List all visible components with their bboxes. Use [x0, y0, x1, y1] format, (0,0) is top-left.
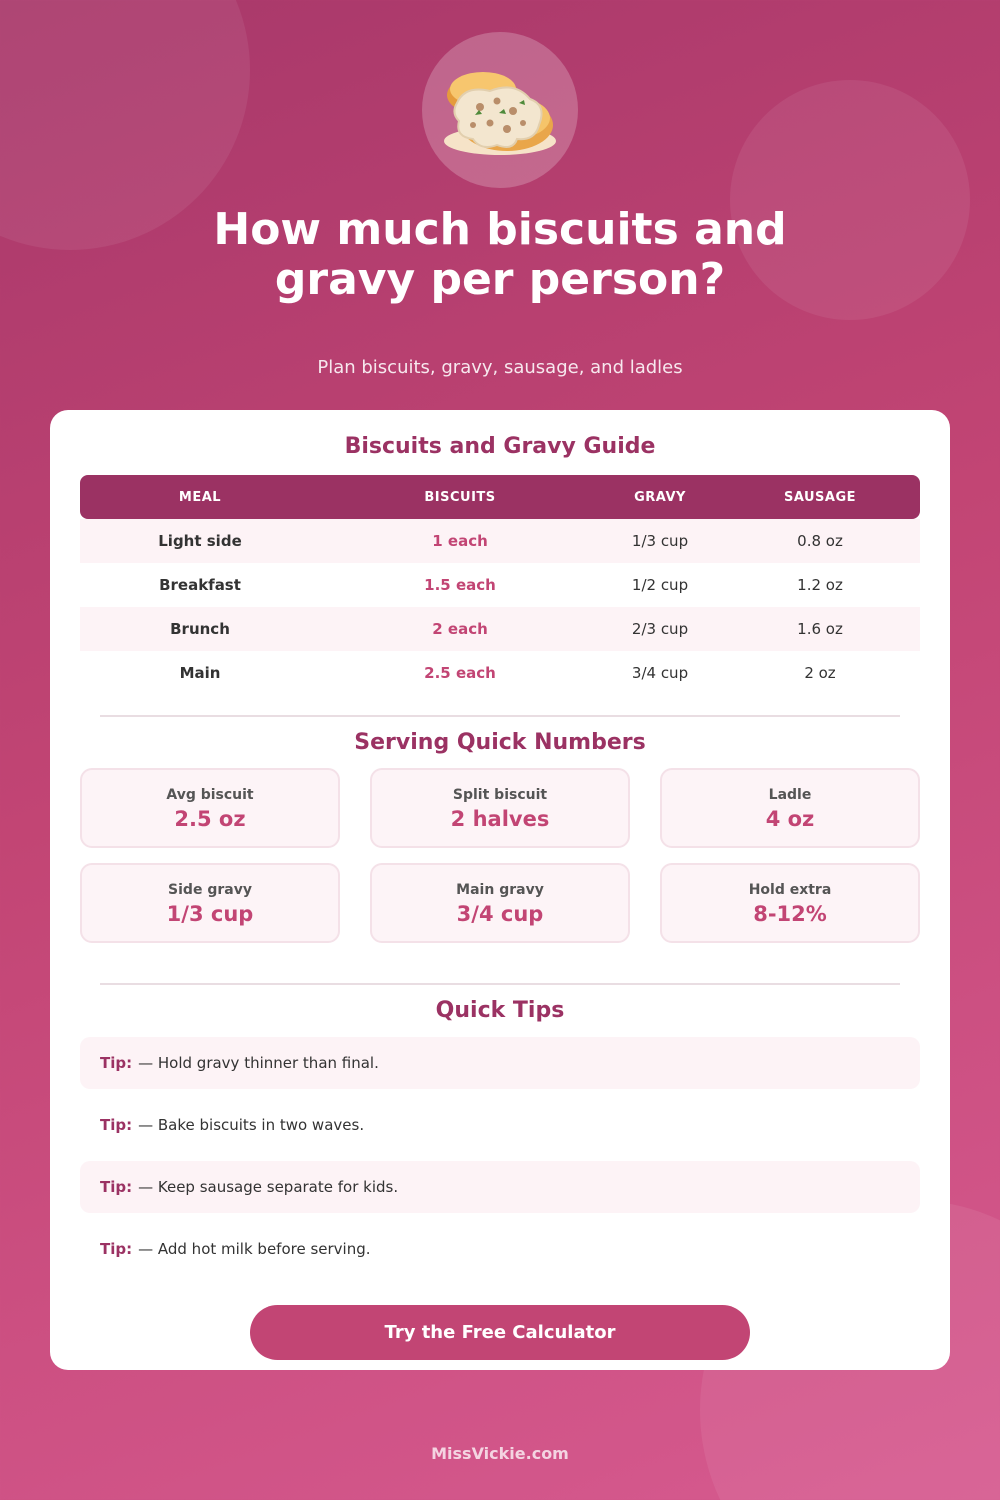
- stat-label: Hold extra: [748, 882, 832, 898]
- table-row: [80, 607, 920, 651]
- tip-text: — Keep sausage separate for kids.: [138, 1178, 399, 1196]
- column-header-sausage: SAUSAGE: [783, 489, 857, 505]
- column-header-gravy: GRAVY: [634, 489, 686, 505]
- stat-card: [80, 863, 340, 943]
- tip-item: [80, 1099, 920, 1151]
- guide-title: Biscuits and Gravy Guide: [344, 434, 656, 459]
- gravy-cell: 1/3 cup: [631, 532, 689, 550]
- sausage-cell: 1.6 oz: [797, 620, 843, 638]
- biscuits-cell: 1 each: [432, 532, 488, 550]
- tip-item: [80, 1161, 920, 1213]
- stat-label: Avg biscuit: [166, 787, 254, 803]
- stat-value: 4 oz: [765, 807, 815, 831]
- stat-card: [80, 768, 340, 848]
- quick-tips-title: Quick Tips: [435, 998, 565, 1023]
- tip-text: — Hold gravy thinner than final.: [138, 1054, 379, 1072]
- table-header: [80, 475, 920, 519]
- stat-value: 2 halves: [450, 807, 550, 831]
- column-header-meal: MEAL: [178, 489, 222, 505]
- meal-cell: Brunch: [170, 620, 230, 638]
- gravy-cell: 3/4 cup: [631, 664, 689, 682]
- biscuits-cell: 2 each: [432, 620, 488, 638]
- gravy-cell: 2/3 cup: [631, 620, 689, 638]
- biscuits-and-gravy-icon: [422, 32, 578, 188]
- biscuits-cell: 1.5 each: [424, 576, 496, 594]
- calculator-button[interactable]: Try the Free Calculator: [250, 1305, 750, 1360]
- stat-label: Split biscuit: [452, 787, 548, 803]
- biscuits-cell: 2.5 each: [424, 664, 496, 682]
- stat-card: [370, 768, 630, 848]
- stat-value: 1/3 cup: [166, 902, 254, 926]
- table-row: [80, 519, 920, 563]
- tip-label: Tip:: [100, 1178, 133, 1196]
- meal-cell: Light side: [158, 532, 242, 550]
- stat-value: 3/4 cup: [456, 902, 544, 926]
- section-divider: [100, 983, 900, 985]
- tip-item: [80, 1037, 920, 1089]
- stat-value: 8-12%: [753, 902, 827, 926]
- stat-card: [370, 863, 630, 943]
- section-divider: [100, 715, 900, 717]
- sausage-cell: 0.8 oz: [797, 532, 843, 550]
- column-header-biscuits: BISCUITS: [424, 489, 496, 505]
- footer-site-link[interactable]: MissVickie.com: [431, 1444, 569, 1463]
- page-title: How much biscuits and gravy per person?: [213, 204, 787, 305]
- tip-label: Tip:: [100, 1116, 133, 1134]
- table-row: [80, 651, 920, 695]
- stat-card: [660, 863, 920, 943]
- sausage-cell: 1.2 oz: [797, 576, 843, 594]
- content-card: [50, 410, 950, 1370]
- table-row: [80, 563, 920, 607]
- quick-numbers-title: Serving Quick Numbers: [354, 730, 646, 755]
- tip-label: Tip:: [100, 1240, 133, 1258]
- meal-cell: Breakfast: [159, 576, 241, 594]
- stat-label: Main gravy: [456, 882, 544, 898]
- page-subtitle: Plan biscuits, gravy, sausage, and ladles: [317, 357, 683, 378]
- tip-text: — Add hot milk before serving.: [138, 1240, 371, 1258]
- tip-item: [80, 1223, 920, 1275]
- stat-card: [660, 768, 920, 848]
- tip-label: Tip:: [100, 1054, 133, 1072]
- serving-guide-table: [80, 475, 920, 695]
- tip-text: — Bake biscuits in two waves.: [138, 1116, 365, 1134]
- stat-value: 2.5 oz: [174, 807, 246, 831]
- sausage-cell: 2 oz: [804, 664, 836, 682]
- gravy-cell: 1/2 cup: [631, 576, 689, 594]
- stat-label: Ladle: [768, 787, 812, 803]
- stat-label: Side gravy: [168, 882, 252, 898]
- meal-cell: Main: [179, 664, 221, 682]
